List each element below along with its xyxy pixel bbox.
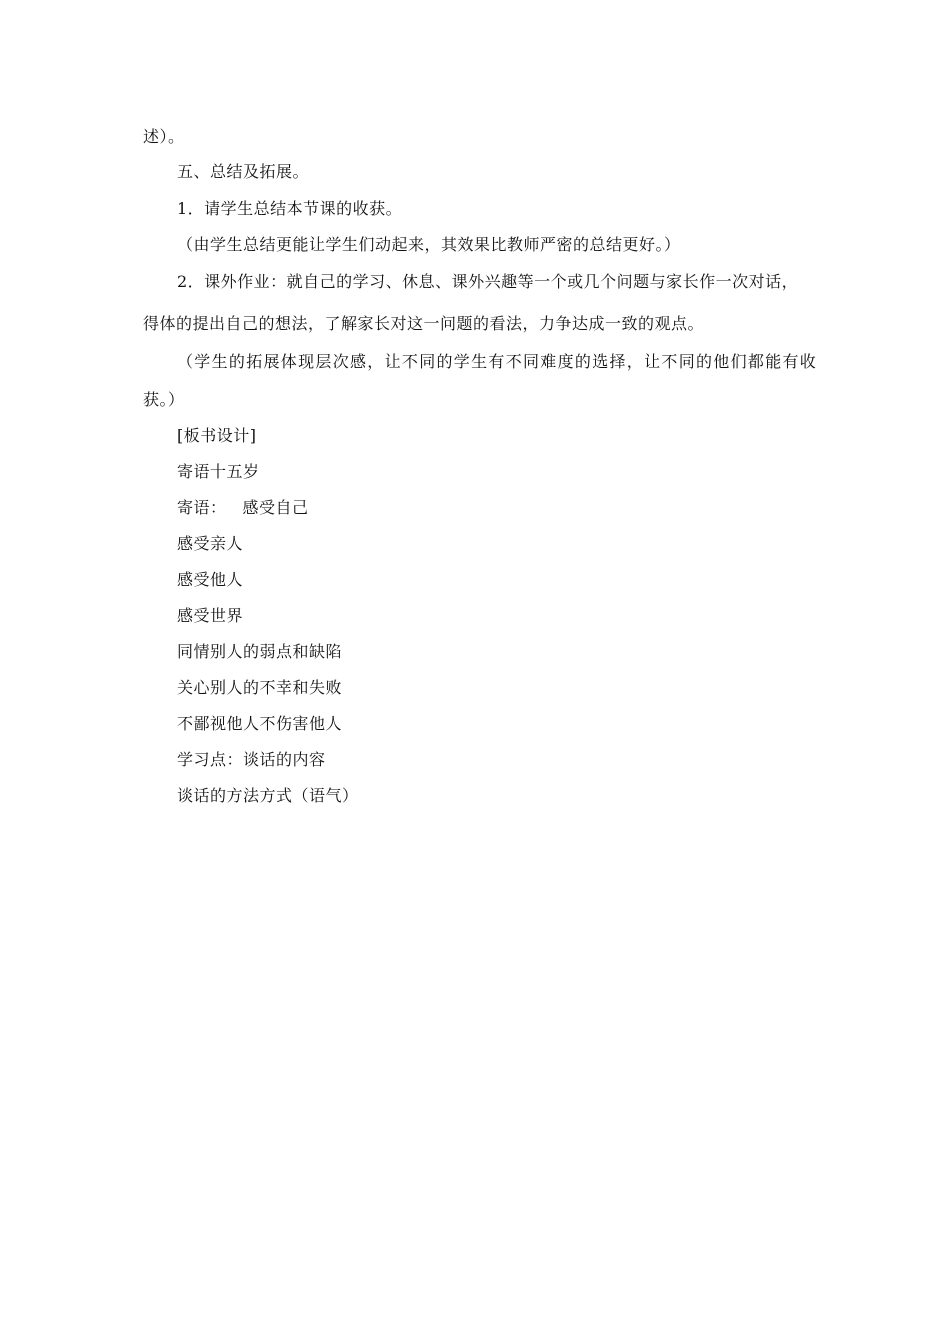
board-line: 感受世界	[177, 606, 244, 625]
section-heading: 五、总结及拓展。	[177, 162, 310, 181]
board-line: 谈话的方法方式（语气）	[177, 786, 359, 805]
board-line-label	[177, 498, 309, 518]
continuation-text: 述）。	[143, 127, 185, 146]
board-line: 学习点：谈话的内容	[177, 750, 326, 769]
board-line: 感受他人	[177, 570, 244, 589]
board-design-heading: [板书设计]	[177, 426, 257, 445]
paragraph-note-2: （学生的拓展体现层次感，让不同的学生有不同难度的选择，让不同的他们都能有收	[177, 352, 818, 371]
paragraph-item-1: 1．请学生总结本节课的收获。	[177, 199, 403, 218]
board-line: 同情别人的弱点和缺陷	[177, 642, 343, 661]
paragraph-note-1: （由学生总结更能让学生们动起来，其效果比教师严密的总结更好。）	[177, 235, 681, 254]
paragraph-item-2-continued: 得体的提出自己的想法，了解家长对这一问题的看法，力争达成一致的观点。	[143, 314, 705, 333]
paragraph-item-2: 2．课外作业：就自己的学习、休息、课外兴趣等一个或几个问题与家长作一次对话，	[177, 272, 799, 291]
board-line: 关心别人的不幸和失败	[177, 678, 343, 697]
board-label: 寄语：	[177, 498, 227, 517]
board-line: 感受亲人	[177, 534, 244, 553]
board-line: 不鄙视他人不伤害他人	[177, 714, 343, 733]
board-title: 寄语十五岁	[177, 462, 260, 481]
board-first-item: 感受自己	[242, 498, 309, 517]
paragraph-note-2-continued: 获。）	[143, 390, 185, 409]
